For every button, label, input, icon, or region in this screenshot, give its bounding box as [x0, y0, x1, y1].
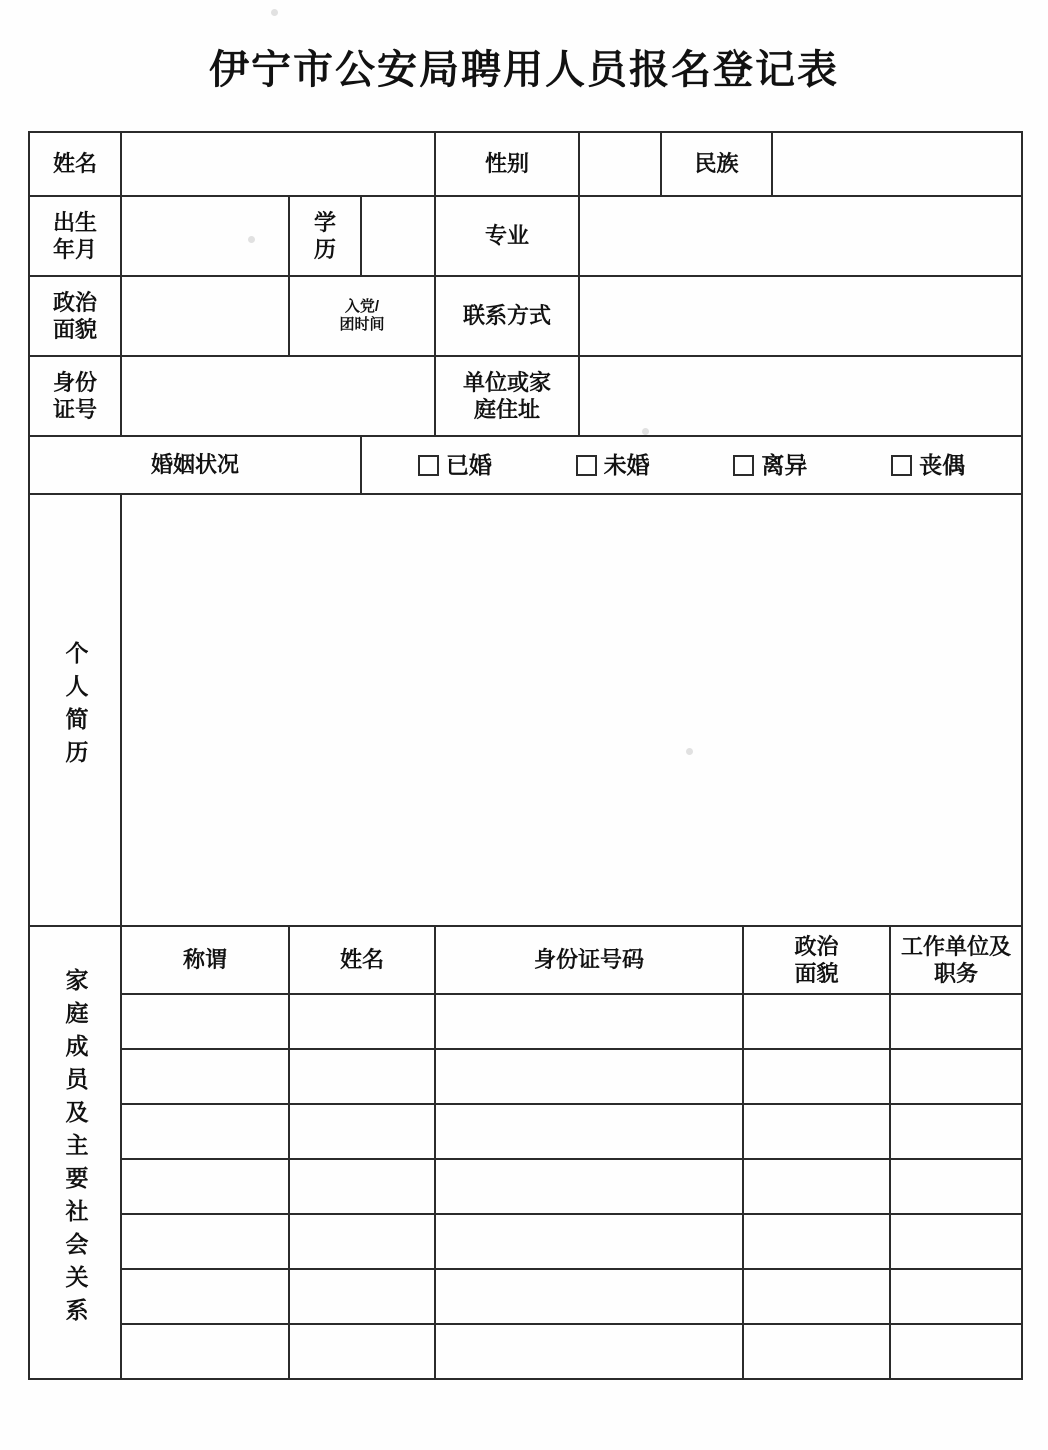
family-cell-relation[interactable]: [121, 1324, 289, 1379]
label-gender: 性别: [435, 132, 579, 196]
label-political-status: [29, 276, 121, 356]
family-cell-name[interactable]: [289, 1104, 435, 1159]
field-personal-resume[interactable]: [121, 494, 1022, 926]
family-cell-workplace[interactable]: [890, 994, 1022, 1049]
field-name[interactable]: [121, 132, 435, 196]
family-cell-workplace[interactable]: [890, 1269, 1022, 1324]
table-row: [29, 994, 1022, 1049]
family-cell-id-number[interactable]: [435, 1159, 743, 1214]
family-cell-name[interactable]: [289, 994, 435, 1049]
family-header-political-line2: 面貌: [794, 961, 839, 986]
field-ethnicity[interactable]: [772, 132, 1022, 196]
family-cell-relation[interactable]: [121, 1269, 289, 1324]
checkbox-single-label: 未婚: [603, 451, 650, 478]
table-row: [29, 276, 1022, 356]
label-address: [435, 356, 579, 436]
family-cell-political-status[interactable]: [743, 1159, 890, 1214]
family-cell-political-status[interactable]: [743, 1214, 890, 1269]
family-cell-political-status[interactable]: [743, 1324, 890, 1379]
label-id-number-line2: 证号: [52, 397, 97, 422]
family-cell-id-number[interactable]: [435, 994, 743, 1049]
label-id-number: [29, 356, 121, 436]
field-id-number[interactable]: [121, 356, 435, 436]
family-cell-relation[interactable]: [121, 1049, 289, 1104]
label-marital-status: 婚姻状况: [29, 436, 361, 494]
family-header-relation: 称谓: [121, 926, 289, 994]
label-party-join-time: [289, 276, 435, 356]
label-birth-date-line2: 年月: [52, 237, 97, 262]
label-id-number-line1: 身份: [52, 369, 97, 395]
label-address-line2: 庭住址: [474, 397, 541, 422]
label-ethnicity: 民族: [661, 132, 772, 196]
label-political-status-line1: 政治: [52, 289, 97, 315]
family-cell-id-number[interactable]: [435, 1049, 743, 1104]
label-political-status-line2: 面貌: [52, 317, 97, 342]
label-education-line1: 学: [313, 209, 336, 235]
family-header-political-status: [743, 926, 890, 994]
checkbox-widowed-label: 丧偶: [919, 451, 966, 478]
family-cell-relation[interactable]: [121, 1214, 289, 1269]
family-cell-political-status[interactable]: [743, 1104, 890, 1159]
table-row: [29, 356, 1022, 436]
family-cell-name[interactable]: [289, 1214, 435, 1269]
family-cell-name[interactable]: [289, 1159, 435, 1214]
label-personal-resume-text: 个人简历: [62, 640, 89, 773]
table-row: [29, 1214, 1022, 1269]
checkbox-single[interactable]: [576, 451, 650, 480]
checkbox-box-icon[interactable]: [891, 455, 912, 476]
table-row: [29, 1104, 1022, 1159]
family-cell-name[interactable]: [289, 1049, 435, 1104]
family-header-id-number: 身份证号码: [435, 926, 743, 994]
checkbox-box-icon[interactable]: [733, 455, 754, 476]
label-birth-date-line1: 出生: [52, 209, 97, 235]
family-cell-id-number[interactable]: [435, 1324, 743, 1379]
family-header-name: 姓名: [289, 926, 435, 994]
family-cell-workplace[interactable]: [890, 1104, 1022, 1159]
family-cell-name[interactable]: [289, 1324, 435, 1379]
scan-artifact: [271, 9, 278, 16]
family-cell-workplace[interactable]: [890, 1214, 1022, 1269]
checkbox-widowed[interactable]: [891, 451, 965, 480]
label-birth-date: [29, 196, 121, 276]
field-major[interactable]: [579, 196, 1022, 276]
label-contact: 联系方式: [435, 276, 579, 356]
label-major: 专业: [435, 196, 579, 276]
checkbox-box-icon[interactable]: [418, 455, 439, 476]
family-cell-political-status[interactable]: [743, 994, 890, 1049]
table-row: [29, 1159, 1022, 1214]
label-education: [289, 196, 361, 276]
family-cell-id-number[interactable]: [435, 1104, 743, 1159]
field-contact[interactable]: [579, 276, 1022, 356]
field-gender[interactable]: [579, 132, 661, 196]
table-row: [29, 1324, 1022, 1379]
family-cell-workplace[interactable]: [890, 1049, 1022, 1104]
page-title: 伊宁市公安局聘用人员报名登记表: [209, 48, 839, 92]
table-row: [29, 436, 1022, 494]
label-name: 姓名: [29, 132, 121, 196]
table-row: [29, 132, 1022, 196]
field-birth-date[interactable]: [121, 196, 289, 276]
family-header-political-line1: 政治: [794, 933, 839, 959]
table-row: [29, 494, 1022, 926]
label-education-line2: 历: [313, 237, 336, 262]
label-family-members-text: 家庭成员及主要社会关系: [62, 967, 89, 1331]
marital-status-options: [361, 436, 1022, 494]
registration-form-table: [28, 131, 1023, 1380]
field-education[interactable]: [361, 196, 435, 276]
family-cell-id-number[interactable]: [435, 1269, 743, 1324]
family-cell-id-number[interactable]: [435, 1214, 743, 1269]
label-family-members: [29, 926, 121, 1379]
family-cell-relation[interactable]: [121, 1159, 289, 1214]
family-cell-relation[interactable]: [121, 1104, 289, 1159]
family-cell-workplace[interactable]: [890, 1324, 1022, 1379]
table-row: [29, 1049, 1022, 1104]
family-cell-political-status[interactable]: [743, 1269, 890, 1324]
field-address[interactable]: [579, 356, 1022, 436]
checkbox-divorced-label: 离异: [761, 451, 808, 478]
label-personal-resume: [29, 494, 121, 926]
checkbox-married-label: 已婚: [445, 451, 492, 478]
family-header-workplace: 工作单位及职务: [890, 926, 1022, 994]
table-row: [29, 196, 1022, 276]
label-address-line1: 单位或家: [463, 369, 552, 395]
field-political-status[interactable]: [121, 276, 289, 356]
family-cell-political-status[interactable]: [743, 1049, 890, 1104]
table-row: [29, 1269, 1022, 1324]
checkbox-box-icon[interactable]: [576, 455, 597, 476]
label-party-join-line2: 团时间: [339, 316, 385, 333]
family-cell-name[interactable]: [289, 1269, 435, 1324]
family-cell-relation[interactable]: [121, 994, 289, 1049]
label-party-join-line1: 入党/: [344, 298, 380, 315]
checkbox-married[interactable]: [418, 451, 492, 480]
table-row: [29, 926, 1022, 994]
checkbox-divorced[interactable]: [733, 451, 807, 480]
family-cell-workplace[interactable]: [890, 1159, 1022, 1214]
